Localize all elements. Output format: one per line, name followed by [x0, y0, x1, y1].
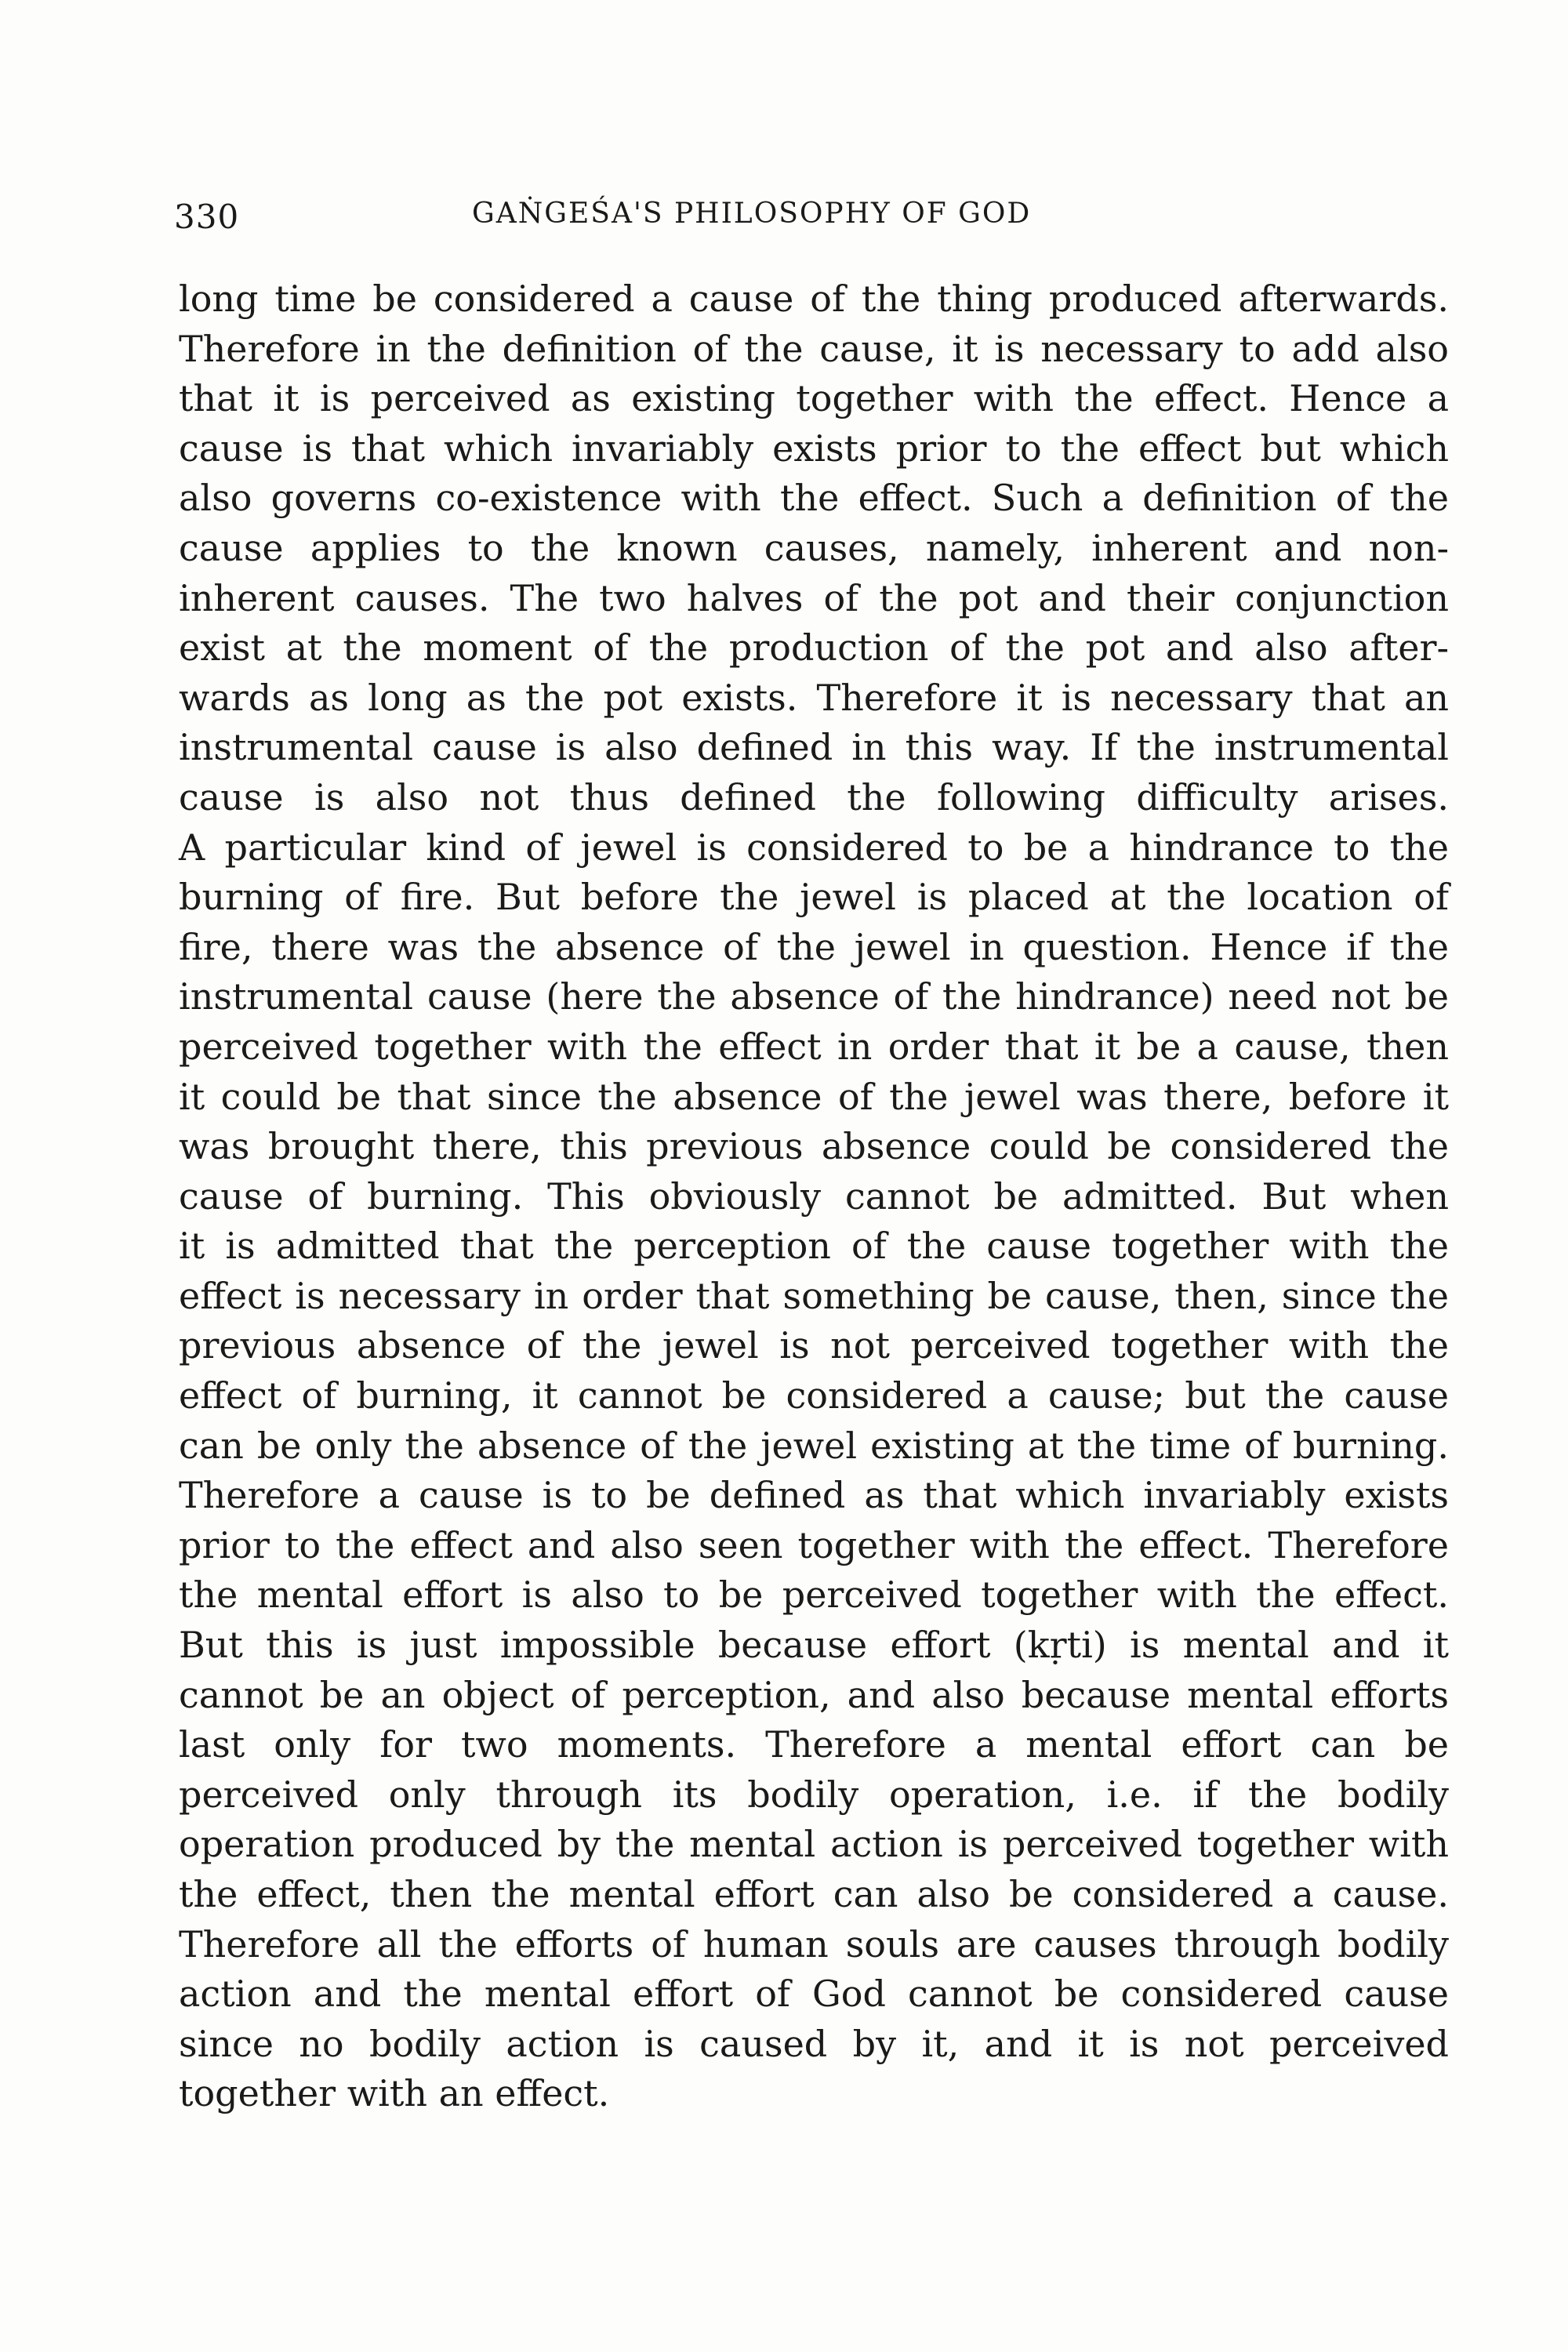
text-line: effect is necessary in order that something be cause, then, since the — [179, 1274, 1449, 1317]
text-line: prior to the effect and also seen together with the effect. Therefore — [179, 1523, 1449, 1566]
text-line: operation produced by the mental action is perceived together with — [179, 1823, 1449, 1866]
text-line: action and the mental effort of God cannot be considered cause — [179, 1973, 1449, 2016]
text-line: was brought there, this previous absence could be considered the — [179, 1125, 1449, 1168]
page-header — [174, 198, 1287, 245]
text-line: fire, there was the absence of the jewel in question. Hence if the — [179, 925, 1449, 968]
text-line: perceived only through its bodily operation, i.e. if the bodily — [179, 1773, 1449, 1816]
text-line: also governs co-existence with the effect. Such a definition of the — [179, 477, 1449, 520]
text-line: cause is also not thus defined the following difficulty arises. — [179, 775, 1449, 818]
text-line: last only for two moments. Therefore a mental effort can be — [179, 1723, 1449, 1766]
text-line: long time be considered a cause of the thing produced afterwards. — [179, 278, 1449, 320]
text-line: effect of burning, it cannot be considered a cause; but the cause — [179, 1374, 1449, 1417]
text-line: instrumental cause (here the absence of the hindrance) need not be — [179, 975, 1449, 1018]
text-line: since no bodily action is caused by it, and it is not perceived — [179, 2022, 1449, 2065]
text-line: the mental effort is also to be perceived together with the effect. — [179, 1573, 1449, 1617]
text-line: that it is perceived as existing together with the effect. Hence a — [179, 377, 1449, 420]
text-line: burning of fire. But before the jewel is placed at the location of — [179, 876, 1449, 919]
text-line: wards as long as the pot exists. Therefore it is necessary that an — [179, 676, 1449, 719]
text-line: A particular kind of jewel is considered to be a hindrance to the — [179, 826, 1449, 869]
text-line: cannot be an object of perception, and also because mental efforts — [179, 1673, 1449, 1716]
text-line: cause is that which invariably exists prior to the effect but which — [179, 426, 1449, 470]
text-line: inherent causes. The two halves of the pot and their conjunction — [179, 576, 1449, 619]
text-line: perceived together with the effect in order that it be a cause, then — [179, 1025, 1449, 1068]
text-line: exist at the moment of the production of the pot and also after- — [179, 626, 1449, 670]
page-number: 330 — [174, 198, 240, 236]
text-line: cause of burning. This obviously cannot be admitted. But when — [179, 1174, 1449, 1218]
text-line: can be only the absence of the jewel existing at the time of burning. — [179, 1424, 1449, 1467]
text-line: instrumental cause is also defined in this way. If the instrumental — [179, 726, 1449, 769]
text-line: But this is just impossible because effort (kṛti) is mental and it — [179, 1624, 1449, 1667]
text-line: previous absence of the jewel is not perceived together with the — [179, 1324, 1449, 1367]
text-line: Therefore in the definition of the cause, it is necessary to add also — [179, 327, 1449, 370]
text-line: Therefore all the efforts of human souls are causes through bodily — [179, 1922, 1449, 1965]
text-line: Therefore a cause is to be defined as that which invariably exists — [179, 1474, 1449, 1517]
text-line: the effect, then the mental effort can also be considered a cause. — [179, 1873, 1449, 1915]
text-line: together with an effect. — [179, 2072, 610, 2115]
running-title: GAṄGEŚA'S PHILOSOPHY OF GOD — [472, 198, 1032, 230]
text-line: cause applies to the known causes, namely, inherent and non- — [179, 526, 1449, 569]
body-text — [179, 274, 1449, 2119]
text-line: it could be that since the absence of the jewel was there, before it — [179, 1075, 1449, 1118]
text-line: it is admitted that the perception of the cause together with the — [179, 1225, 1449, 1268]
